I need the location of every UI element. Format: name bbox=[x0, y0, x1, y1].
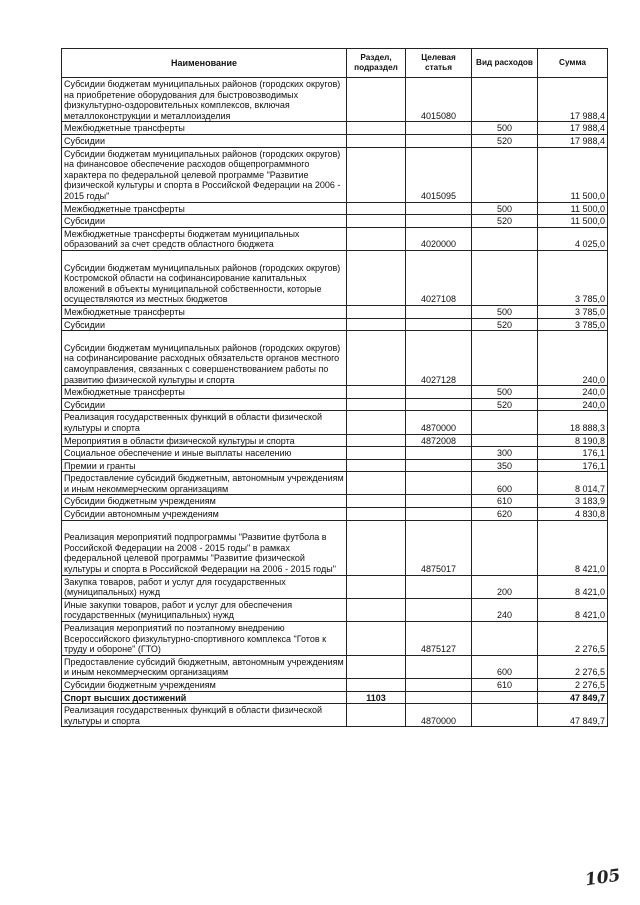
cell-sum: 240,0 bbox=[538, 398, 608, 411]
table-row bbox=[62, 227, 608, 250]
cell-target bbox=[406, 398, 472, 411]
cell-name: Предоставление субсидий бюджетным, автономным учреждениям и иным некоммерческим организациям bbox=[62, 655, 347, 678]
cell-name: Социальное обеспечение и иные выплаты населению bbox=[62, 447, 347, 460]
header-section: Раздел, подраздел bbox=[347, 49, 406, 78]
cell-sum: 8 421,0 bbox=[538, 520, 608, 575]
table-row bbox=[62, 215, 608, 228]
cell-section bbox=[347, 386, 406, 399]
cell-sum: 47 849,7 bbox=[538, 691, 608, 704]
cell-target: 4015080 bbox=[406, 78, 472, 122]
cell-section bbox=[347, 78, 406, 122]
cell-sum: 4 025,0 bbox=[538, 227, 608, 250]
cell-type: 620 bbox=[472, 508, 538, 521]
cell-sum: 240,0 bbox=[538, 386, 608, 399]
cell-name: Субсидии бюджетам муниципальных районов (городских округов) на финансовое обеспечение расходов общепрограммного характера по федеральной целевой программе "Развитие физической культуры и спорта в Российской Федерации на 2006 - 2015 годы" bbox=[62, 147, 347, 202]
cell-name: Субсидии бюджетам муниципальных районов (городских округов) Костромской области на софинансирование капитальных вложений в объекты муниципальной собственности, которые осуществляются из местных бюджетов bbox=[62, 250, 347, 305]
cell-section bbox=[347, 575, 406, 598]
cell-type bbox=[472, 250, 538, 305]
cell-sum: 11 500,0 bbox=[538, 202, 608, 215]
table-row bbox=[62, 679, 608, 692]
cell-type: 600 bbox=[472, 472, 538, 495]
table-row bbox=[62, 386, 608, 399]
cell-sum: 3 183,9 bbox=[538, 495, 608, 508]
table-row bbox=[62, 447, 608, 460]
table-body bbox=[62, 78, 608, 727]
cell-sum: 2 276,5 bbox=[538, 622, 608, 656]
cell-name: Межбюджетные трансферты бюджетам муниципальных образований за счет средств областного бюджета bbox=[62, 227, 347, 250]
cell-target bbox=[406, 459, 472, 472]
cell-sum: 176,1 bbox=[538, 459, 608, 472]
cell-target bbox=[406, 386, 472, 399]
cell-type bbox=[472, 622, 538, 656]
cell-section bbox=[347, 147, 406, 202]
cell-sum: 17 988,4 bbox=[538, 122, 608, 135]
cell-name: Межбюджетные трансферты bbox=[62, 202, 347, 215]
table-row bbox=[62, 691, 608, 704]
cell-type: 520 bbox=[472, 398, 538, 411]
cell-sum: 8 190,8 bbox=[538, 434, 608, 447]
table-row bbox=[62, 495, 608, 508]
cell-section bbox=[347, 411, 406, 434]
cell-type bbox=[472, 411, 538, 434]
cell-target: 4020000 bbox=[406, 227, 472, 250]
cell-sum: 8 421,0 bbox=[538, 598, 608, 621]
page-number: 105 bbox=[583, 865, 622, 891]
table-row bbox=[62, 575, 608, 598]
cell-type: 520 bbox=[472, 134, 538, 147]
cell-type: 300 bbox=[472, 447, 538, 460]
cell-type: 520 bbox=[472, 215, 538, 228]
cell-target: 4870000 bbox=[406, 411, 472, 434]
cell-sum: 3 785,0 bbox=[538, 305, 608, 318]
header-name: Наименование bbox=[62, 49, 347, 78]
cell-target bbox=[406, 318, 472, 331]
cell-section bbox=[347, 122, 406, 135]
cell-target: 4875017 bbox=[406, 520, 472, 575]
table-row bbox=[62, 704, 608, 727]
cell-section bbox=[347, 305, 406, 318]
cell-name: Реализация мероприятий по поэтапному внедрению Всероссийского физкультурно-спортивного комплекса "Готов к труду и обороне" (ГТО) bbox=[62, 622, 347, 656]
cell-section bbox=[347, 398, 406, 411]
cell-sum: 17 988,4 bbox=[538, 78, 608, 122]
cell-type: 500 bbox=[472, 386, 538, 399]
cell-name: Субсидии бюджетам муниципальных районов (городских округов) на приобретение оборудования для быстровозводимых физкультурно-оздоровительных комплексов, включая металлоконструкции и металлоизделия bbox=[62, 78, 347, 122]
cell-name: Мероприятия в области физической культуры и спорта bbox=[62, 434, 347, 447]
table-row bbox=[62, 655, 608, 678]
cell-target: 4870000 bbox=[406, 704, 472, 727]
cell-target: 4875127 bbox=[406, 622, 472, 656]
cell-sum: 11 500,0 bbox=[538, 147, 608, 202]
cell-type bbox=[472, 434, 538, 447]
cell-type: 240 bbox=[472, 598, 538, 621]
table-row bbox=[62, 78, 608, 122]
cell-sum: 2 276,5 bbox=[538, 679, 608, 692]
table-row bbox=[62, 434, 608, 447]
table-row bbox=[62, 598, 608, 621]
table-row bbox=[62, 147, 608, 202]
cell-sum: 3 785,0 bbox=[538, 250, 608, 305]
cell-target bbox=[406, 679, 472, 692]
cell-type bbox=[472, 78, 538, 122]
cell-name: Субсидии bbox=[62, 215, 347, 228]
cell-section bbox=[347, 598, 406, 621]
cell-section bbox=[347, 472, 406, 495]
cell-type bbox=[472, 331, 538, 386]
cell-section bbox=[347, 215, 406, 228]
cell-section bbox=[347, 508, 406, 521]
cell-sum: 8 421,0 bbox=[538, 575, 608, 598]
cell-type: 600 bbox=[472, 655, 538, 678]
cell-type: 500 bbox=[472, 305, 538, 318]
cell-name: Премии и гранты bbox=[62, 459, 347, 472]
cell-section bbox=[347, 331, 406, 386]
cell-name: Субсидии bbox=[62, 318, 347, 331]
header-type: Вид расходов bbox=[472, 49, 538, 78]
cell-name: Субсидии бюджетным учреждениям bbox=[62, 495, 347, 508]
table-row bbox=[62, 305, 608, 318]
cell-name: Иные закупки товаров, работ и услуг для обеспечения государственных (муниципальных) нужд bbox=[62, 598, 347, 621]
cell-target: 4027108 bbox=[406, 250, 472, 305]
cell-name: Реализация государственных функций в области физической культуры и спорта bbox=[62, 411, 347, 434]
cell-section bbox=[347, 679, 406, 692]
cell-name: Субсидии бюджетным учреждениям bbox=[62, 679, 347, 692]
cell-sum: 4 830,8 bbox=[538, 508, 608, 521]
cell-type bbox=[472, 691, 538, 704]
cell-target bbox=[406, 447, 472, 460]
cell-type bbox=[472, 704, 538, 727]
cell-target bbox=[406, 655, 472, 678]
cell-type: 500 bbox=[472, 122, 538, 135]
table-row bbox=[62, 318, 608, 331]
cell-sum: 8 014,7 bbox=[538, 472, 608, 495]
cell-type bbox=[472, 227, 538, 250]
cell-section: 1103 bbox=[347, 691, 406, 704]
table-row bbox=[62, 411, 608, 434]
cell-sum: 11 500,0 bbox=[538, 215, 608, 228]
cell-target bbox=[406, 575, 472, 598]
table-row bbox=[62, 508, 608, 521]
cell-section bbox=[347, 655, 406, 678]
cell-type: 610 bbox=[472, 679, 538, 692]
cell-name: Межбюджетные трансферты bbox=[62, 305, 347, 318]
table-row bbox=[62, 520, 608, 575]
budget-table bbox=[61, 48, 608, 727]
cell-target bbox=[406, 202, 472, 215]
cell-name: Межбюджетные трансферты bbox=[62, 122, 347, 135]
cell-sum: 3 785,0 bbox=[538, 318, 608, 331]
table-row bbox=[62, 331, 608, 386]
cell-type bbox=[472, 520, 538, 575]
cell-target bbox=[406, 305, 472, 318]
table-header-row bbox=[62, 49, 608, 78]
table-row bbox=[62, 202, 608, 215]
cell-name: Межбюджетные трансферты bbox=[62, 386, 347, 399]
cell-target bbox=[406, 122, 472, 135]
cell-sum: 47 849,7 bbox=[538, 704, 608, 727]
cell-target bbox=[406, 215, 472, 228]
cell-name: Предоставление субсидий бюджетным, автономным учреждениям и иным некоммерческим организациям bbox=[62, 472, 347, 495]
table-row bbox=[62, 459, 608, 472]
cell-section bbox=[347, 704, 406, 727]
cell-section bbox=[347, 318, 406, 331]
cell-target bbox=[406, 691, 472, 704]
cell-target: 4027128 bbox=[406, 331, 472, 386]
table-row bbox=[62, 472, 608, 495]
cell-section bbox=[347, 495, 406, 508]
cell-type bbox=[472, 147, 538, 202]
table-row bbox=[62, 622, 608, 656]
cell-section bbox=[347, 227, 406, 250]
cell-name: Субсидии bbox=[62, 134, 347, 147]
cell-type: 500 bbox=[472, 202, 538, 215]
cell-name: Реализация государственных функций в области физической культуры и спорта bbox=[62, 704, 347, 727]
cell-target: 4872008 bbox=[406, 434, 472, 447]
cell-target bbox=[406, 472, 472, 495]
cell-sum: 176,1 bbox=[538, 447, 608, 460]
table-row bbox=[62, 134, 608, 147]
cell-target: 4015095 bbox=[406, 147, 472, 202]
table-row bbox=[62, 250, 608, 305]
cell-target bbox=[406, 495, 472, 508]
cell-target bbox=[406, 598, 472, 621]
cell-name: Субсидии автономным учреждениям bbox=[62, 508, 347, 521]
cell-name: Закупка товаров, работ и услуг для государственных (муниципальных) нужд bbox=[62, 575, 347, 598]
table-row bbox=[62, 122, 608, 135]
cell-type: 200 bbox=[472, 575, 538, 598]
cell-name: Субсидии бюджетам муниципальных районов (городских округов) на софинансирование расходных обязательств органов местного самоуправления, связанных с совершенствованием работы по развитию физической культуры и спорта bbox=[62, 331, 347, 386]
cell-name: Реализация мероприятий подпрограммы "Развитие футбола в Российской Федерации на 2008 - 2015 годы" в рамках федеральной целевой программы "Развитие физической культуры и спорта в Российской Федерации на 2006 - 2015 годы" bbox=[62, 520, 347, 575]
cell-type: 610 bbox=[472, 495, 538, 508]
table-row bbox=[62, 398, 608, 411]
header-sum: Сумма bbox=[538, 49, 608, 78]
cell-sum: 2 276,5 bbox=[538, 655, 608, 678]
cell-section bbox=[347, 434, 406, 447]
cell-section bbox=[347, 202, 406, 215]
cell-section bbox=[347, 250, 406, 305]
cell-type: 520 bbox=[472, 318, 538, 331]
cell-name: Субсидии bbox=[62, 398, 347, 411]
cell-type: 350 bbox=[472, 459, 538, 472]
header-target: Целевая статья bbox=[406, 49, 472, 78]
cell-sum: 240,0 bbox=[538, 331, 608, 386]
cell-target bbox=[406, 508, 472, 521]
cell-section bbox=[347, 622, 406, 656]
cell-section bbox=[347, 520, 406, 575]
cell-section bbox=[347, 447, 406, 460]
cell-section bbox=[347, 134, 406, 147]
cell-name: Спорт высших достижений bbox=[62, 691, 347, 704]
cell-target bbox=[406, 134, 472, 147]
cell-section bbox=[347, 459, 406, 472]
cell-sum: 18 888,3 bbox=[538, 411, 608, 434]
cell-sum: 17 988,4 bbox=[538, 134, 608, 147]
